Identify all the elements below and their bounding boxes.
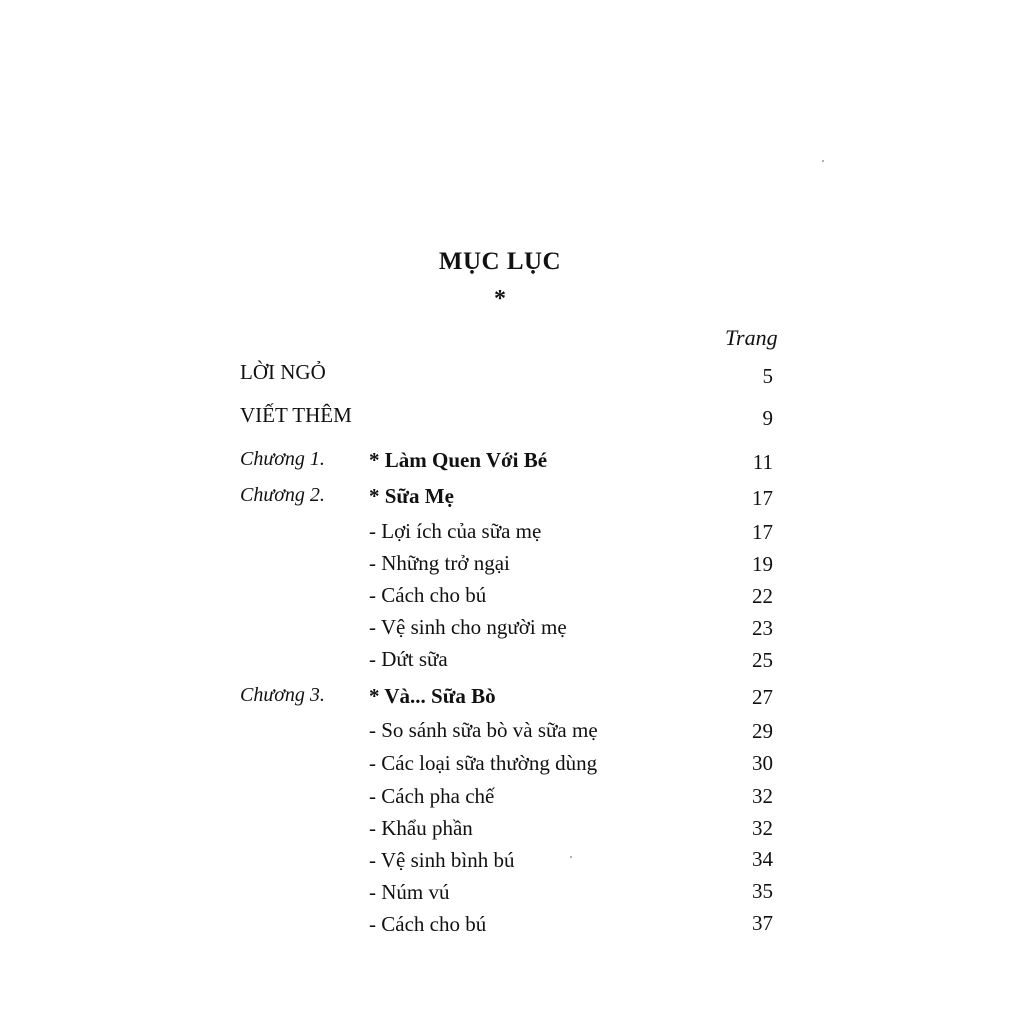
chapter-page-1: 11: [752, 450, 773, 474]
page-column-label: Trang: [725, 325, 778, 350]
section-page: 37: [752, 911, 773, 935]
section-entry: - Dứt sữa: [369, 647, 448, 671]
section-page: 17: [752, 520, 773, 544]
section-entry: - Vệ sinh cho người mẹ: [369, 615, 567, 639]
section-page: 23: [752, 616, 773, 640]
scan-speck: [822, 160, 824, 162]
section-page: 19: [752, 552, 773, 576]
section-page: 25: [752, 648, 773, 672]
chapter-title-3: * Và... Sữa Bò: [369, 684, 496, 708]
toc-entry-viet-them: VIẾT THÊM: [240, 403, 352, 427]
section-page: 30: [752, 751, 773, 775]
section-entry: - Cách cho bú: [369, 912, 487, 936]
section-entry: - So sánh sữa bò và sữa mẹ: [369, 718, 598, 742]
section-entry: - Vệ sinh bình bú: [369, 848, 515, 872]
section-page: 32: [752, 784, 773, 808]
section-page: 35: [752, 879, 773, 903]
section-entry: - Các loại sữa thường dùng: [369, 751, 598, 775]
toc-page-loi-ngo: 5: [762, 364, 773, 388]
chapter-label-1: Chương 1.: [240, 448, 325, 470]
chapter-title-1: * Làm Quen Với Bé: [369, 448, 548, 472]
title-ornament: *: [494, 286, 506, 312]
section-entry: - Những trở ngại: [369, 551, 510, 575]
toc-title: MỤC LỤC: [438, 248, 562, 275]
section-page: 32: [752, 816, 773, 840]
toc-page-viet-them: 9: [762, 406, 773, 430]
chapter-page-3: 27: [752, 685, 773, 709]
section-entry: - Cách cho bú: [369, 583, 487, 607]
section-page: 34: [752, 847, 773, 871]
chapter-label-2: Chương 2.: [240, 484, 325, 506]
section-entry: - Cách pha chế: [369, 784, 495, 808]
section-entry: - Núm vú: [369, 880, 450, 904]
toc-entry-loi-ngo: LỜI NGỎ: [240, 360, 326, 384]
scan-speck: [570, 856, 572, 858]
chapter-page-2: 17: [752, 486, 773, 510]
section-page: 22: [752, 584, 773, 608]
chapter-title-2: * Sữa Mẹ: [369, 484, 454, 508]
chapter-label-3: Chương 3.: [240, 684, 325, 706]
section-page: 29: [752, 719, 773, 743]
section-entry: - Lợi ích của sữa mẹ: [369, 519, 542, 543]
section-entry: - Khẩu phần: [369, 816, 473, 840]
